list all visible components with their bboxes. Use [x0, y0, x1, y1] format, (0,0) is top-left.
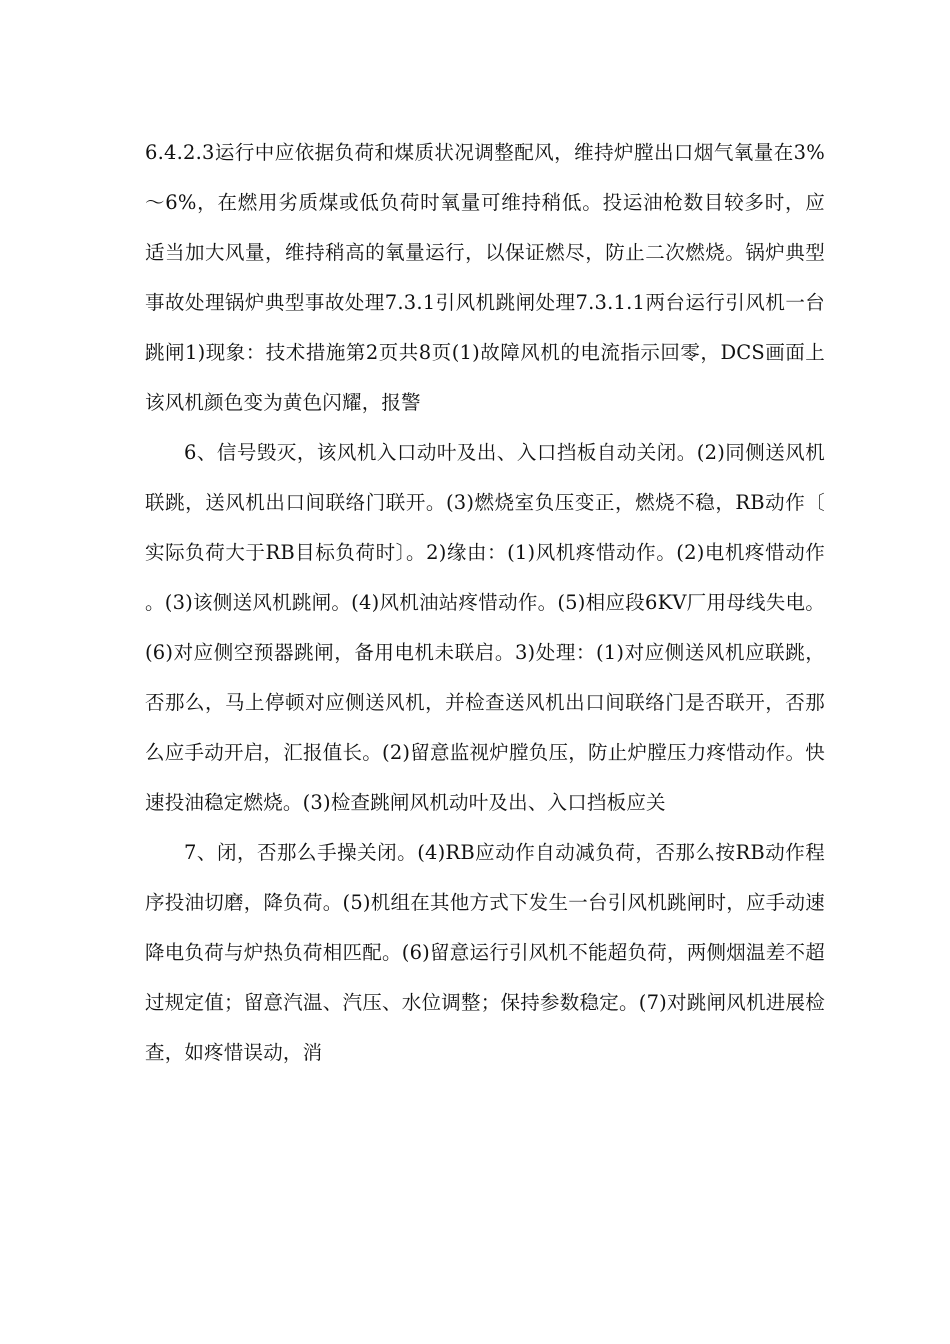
paragraph-3: 7、闭，否那么手操关闭。(4)RB应动作自动减负荷，否那么按RB动作程序投油切磨，降负荷。(5)机组在其他方式下发生一台引风机跳闸时，应手动速降电负荷与炉热负荷相匹配。(6)留意运行引风机不能超负荷，两侧烟温差不超过规定值；留意汽温、汽压、水位调整；保持参数稳定。(7)对跳闸风机进展检查，如疼惜误动，消: [145, 841, 825, 1064]
document-body: [145, 128, 825, 1078]
paragraph-2: 6、信号毁灭，该风机入口动叶及出、入口挡板自动关闭。(2)同侧送风机联跳，送风机出口间联络门联开。(3)燃烧室负压变正，燃烧不稳，RB动作〔实际负荷大于RB目标负荷时〕。2)缘由：(1)风机疼惜动作。(2)电机疼惜动作。(3)该侧送风机跳闸。(4)风机油站疼惜动作。(5)相应段6KV厂用母线失电。(6)对应侧空预器跳闸，备用电机未联启。3)处理：(1)对应侧送风机应联跳，否那么，马上停顿对应侧送风机，并检查送风机出口间联络门是否联开，否那么应手动开启，汇报值长。(2)留意监视炉膛负压，防止炉膛压力疼惜动作。快速投油稳定燃烧。(3)检查跳闸风机动叶及出、入口挡板应关: [145, 441, 825, 814]
paragraph-1: 6.4.2.3运行中应依据负荷和煤质状况调整配风，维持炉膛出口烟气氧量在3%～6%，在燃用劣质煤或低负荷时氧量可维持稍低。投运油枪数目较多时，应适当加大风量，维持稍高的氧量运行，以保证燃尽，防止二次燃烧。锅炉典型事故处理锅炉典型事故处理7.3.1引风机跳闸处理7.3.1.1两台运行引风机一台跳闸1)现象：技术措施第2页共8页(1)故障风机的电流指示回零，DCS画面上该风机颜色变为黄色闪耀，报警: [145, 141, 825, 414]
